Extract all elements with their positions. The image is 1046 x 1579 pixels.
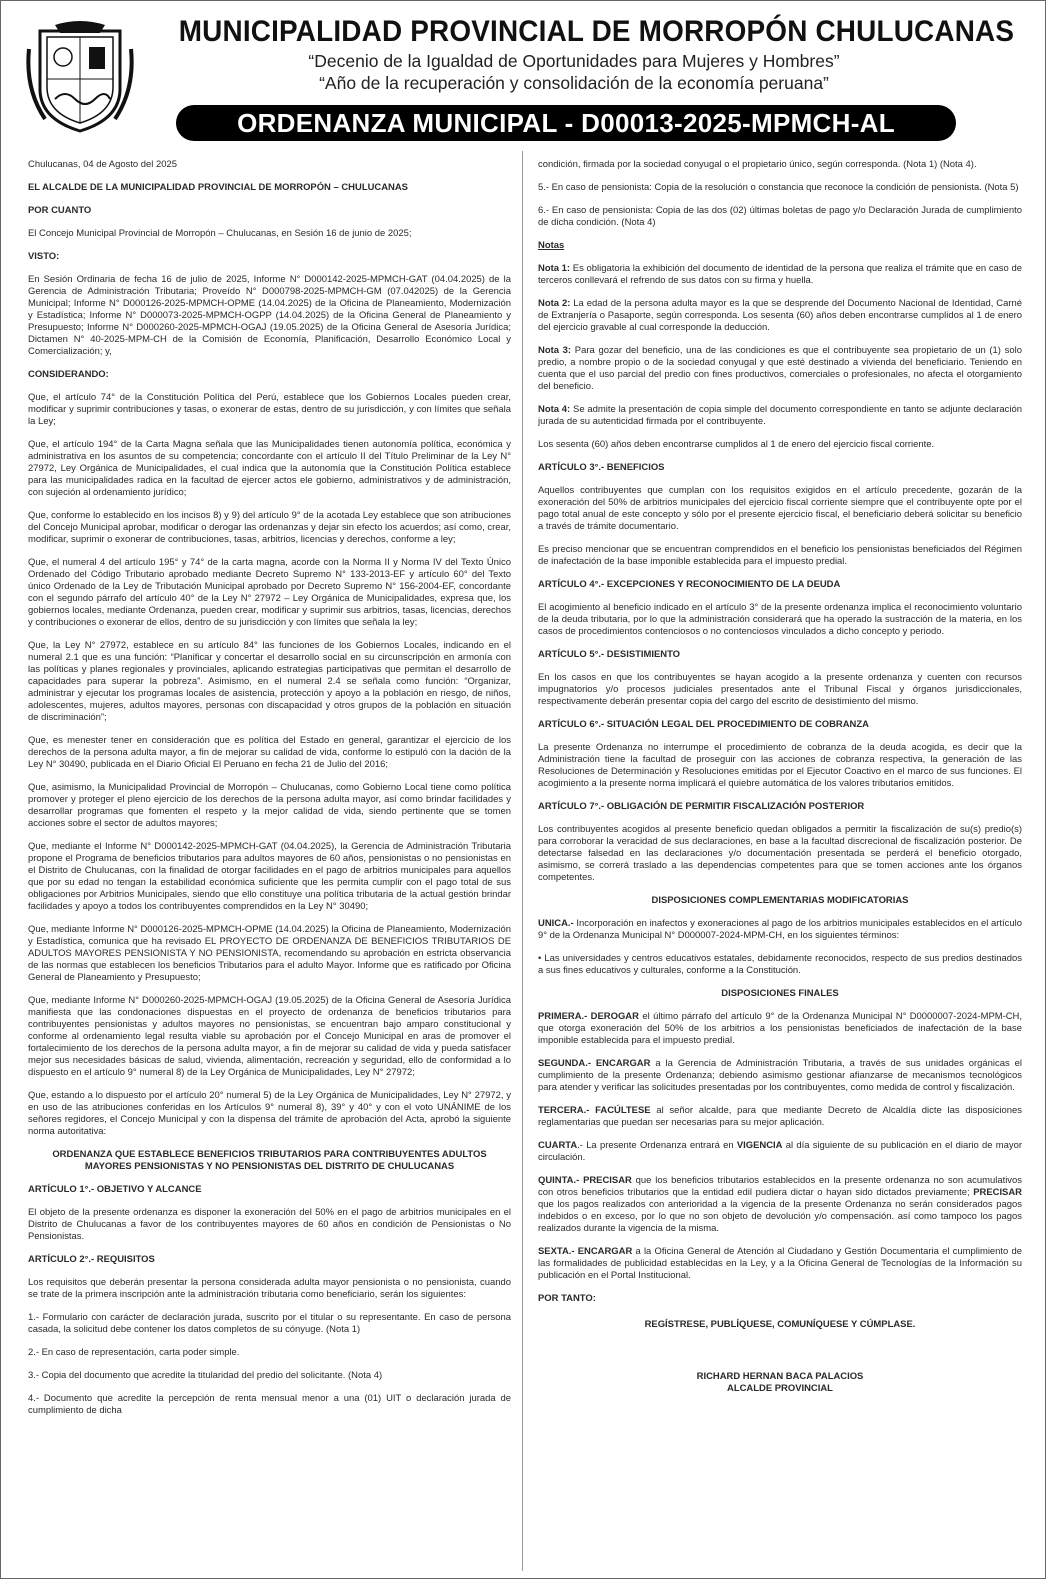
signer-title: ALCALDE PROVINCIAL	[727, 1383, 833, 1394]
provision-label: PRIMERA.- DEROGAR	[538, 1011, 639, 1022]
signer-name: RICHARD HERNAN BACA PALACIOS	[696, 1371, 864, 1382]
considerando-paragraph: Que, mediante Informe N° D000126-2025-MPMCH-OPME (14.04.2025) la Oficina de Planeamiento, Modernización y Estadística, comunica que ha revisado EL PROYECTO DE ORDENANZA DE BENEFICIOS TRIBUTARIOS DE ADULTOS MAYORES PENSIONISTA Y NO PENSIONISTA, recomendando su aprobación en estricta observancia de las normas que establecen los beneficios Tributarios para el adulto Mayor. Informe que es ratificado por Oficina General de Planeamiento y Presupuesto;	[28, 924, 511, 983]
note-label: Nota 1:	[538, 263, 571, 274]
article-2-text: Los requisitos que deberán presentar la persona considerada adulta mayor pensionista o no pensionista, cuando se trate de la primera inscripción ante la administración tributaria como beneficiario, serán los siguientes:	[28, 1277, 511, 1300]
considerando-paragraph: Que, estando a lo dispuesto por el artículo 20° numeral 5) de la Ley Orgánica de Municipalidades, Ley N° 27972, y en uso de las atribuciones conferidas en los Artículos 9° numeral 8), 39° y 40° y con el voto UNÁNIME de los señores regidores, el Concejo Municipal y con la dispensa del trámite de aprobación del Acta, aprobó la siguiente norma autoritativa:	[28, 1090, 511, 1137]
considerando-paragraph: Que, mediante el Informe N° D000142-2025-MPMCH-GAT (04.04.2025), la Gerencia de Administración Tributaria propone el Programa de beneficios tributarios para adultos mayores de 60 años, pensionistas o no pensionistas en el Distrito de Chulucanas, con la finalidad de otorgar facilidades en el pago de arbitrios municipales para aquellos que por su edad no tengan la estabilidad económica suficiente que les permita cumplir con el pago total de sus obligaciones por Arbitrios Municipales, siendo que ello constituye una política tributaria de la actual gestión brindar facilidades y apoyo a todos los contribuyentes comprendidos en la Ley N° 30490;	[28, 841, 511, 912]
note-text: La edad de la persona adulta mayor es la que se desprende del Documento Nacional de Identidad, Carné de Extranjería o Pasaporte, según corresponda. Los sesenta (60) años deben encontrarse cumplidos al 1 de enero del ejercicio gravable al cual corresponde la deducción.	[538, 298, 1022, 333]
provision-label: SEGUNDA.- ENCARGAR	[538, 1058, 651, 1069]
note-label: Nota 4:	[538, 404, 571, 415]
por-tanto-heading: POR TANTO:	[538, 1293, 596, 1304]
provision-text: al día siguiente de su publicación en el diario de mayor circulación.	[538, 1140, 1022, 1163]
provision-label: TERCERA.- FACÚLTESE	[538, 1105, 651, 1116]
article-3-heading: ARTÍCULO 3°.- BENEFICIOS	[538, 462, 665, 473]
requirement-item: 1.- Formulario con carácter de declaración jurada, suscrito por el titular o su representante. En caso de persona casada, la solicitud debe contener los datos completos de su cónyuge. (Nota 1)	[28, 1312, 511, 1335]
municipal-seal-logo	[25, 19, 135, 134]
concejo-paragraph: El Concejo Municipal Provincial de Morropón – Chulucanas, en Sesión 16 de junio de 2025;	[28, 228, 412, 239]
alcalde-line: EL ALCALDE DE LA MUNICIPALIDAD PROVINCIAL DE MORROPÓN – CHULUCANAS	[28, 182, 408, 193]
article-7-text: Los contribuyentes acogidos al presente beneficio quedan obligados a permitir la fiscalización de su(s) predio(s) para corroborar la veracidad de sus declaraciones, en base a la facultad discrecional de fiscalización posterior. De detectarse falsedad en las declaraciones y/o documentación presentada se perderá el beneficio otorgado, asimismo, se correrá traslado a las dependencias competentes para que se tomen acciones ante los órganos competentes.	[538, 824, 1022, 883]
article-4-text: El acogimiento al beneficio indicado en el artículo 3° de la presente ordenanza implica el reconocimiento voluntario de la deuda tributaria, por lo que la administración considerará que ha operado la sustracción de la materia, en los casos de procedimientos contenciosos o no contenciosos vinculados a dicho concepto y periodo.	[538, 602, 1022, 637]
article-7-heading: ARTÍCULO 7°.- OBLIGACIÓN DE PERMITIR FISCALIZACIÓN POSTERIOR	[538, 801, 865, 812]
article-1-heading: ARTÍCULO 1°.- OBJETIVO Y ALCANCE	[28, 1184, 202, 1195]
considerando-paragraph: Que, mediante Informe N° D000260-2025-MPMCH-OGAJ (19.05.2025) de la Oficina General de Asesoría Jurídica manifiesta que las condonaciones dispuestas en el proyecto de ordenanza de beneficios tributarios para contribuyentes pensionistas y adultos mayores no pensionistas, se encuentran bajo amparo constitucional y conforme al ordenamiento legal resulta viable su aprobación por el Concejo Municipal en aras de promover el fortalecimiento de los derechos de la persona adulta mayor, a fin de mejorar su calidad de vida y pueda satisfacer mejor sus necesidades básicas de salud, vivienda, alimentación, recreación y seguridad, ello de conformidad a lo dispuesto en el artículo 9° numeral 8) de la Ley Orgánica de Municipalidades, Ley N° 27972;	[28, 995, 511, 1078]
provision-text: que los pagos realizados con anterioridad a la vigencia de la presente Ordenanza no serán considerados pagos indebidos o en exceso, por lo que no son objeto de devolución y/o compensación. así como tampoco los pagos realizados durante la vigencia de la misma.	[538, 1199, 1022, 1234]
date-line: Chulucanas, 04 de Agosto del 2025	[28, 159, 178, 170]
column-divider	[522, 151, 523, 1571]
ordinance-title: ORDENANZA QUE ESTABLECE BENEFICIOS TRIBUTARIOS PARA CONTRIBUYENTES ADULTOS MAYORES PENSIONISTAS Y NO PENSIONISTAS DEL DISTRITO DE CHULUCANAS	[52, 1149, 487, 1172]
provision-text: a la Oficina General de Atención al Ciudadano y Gestión Documentaria el cumplimiento de las formalidades de publicidad establecidas en la Ley, y a la Oficina General de Tecnologías de la Información su publicación en el Portal Institucional.	[538, 1246, 1022, 1281]
note-3	[538, 345, 1022, 393]
tercera-provision	[538, 1105, 1022, 1129]
article-3-text: Aquellos contribuyentes que cumplan con los requisitos exigidos en el artículo precedente, gozarán de la exoneración del 50% de arbitrios municipales del ejercicio fiscal corriente siempre que el contribuyente opte por el pago total anual de este concepto y sólo por el presente ejercicio fiscal, el beneficiario deberá solicitar su beneficio a través de trámite documentario.	[538, 485, 1022, 532]
unica-provision	[538, 918, 1022, 942]
provision-label: CUARTA	[538, 1140, 578, 1151]
provision-keyword: PRECISAR	[973, 1187, 1022, 1198]
ordinance-banner: ORDENANZA MUNICIPAL - D00013-2025-MPMCH-AL	[176, 105, 956, 141]
page-title: MUNICIPALIDAD PROVINCIAL DE MORROPÓN CHULUCANAS	[178, 15, 1015, 48]
bullet-item: • Las universidades y centros educativos estatales, debidamente reconocidos, respecto de sus predios destinados a sus fines educativos y culturales, conforme a la Constitución.	[538, 953, 1022, 976]
note-label: Nota 2:	[538, 298, 571, 309]
visto-paragraph: En Sesión Ordinaria de fecha 16 de julio de 2025, Informe N° D000142-2025-MPMCH-GAT (04.04.2025) de la Gerencia de Administración Tributaria; Proveído N° D000798-2025-MPMCH-GM (07.042025) de la Gerencia Municipal; Informe N° D000126-2025-MPMCH-OPME (14.04.2025) de la Oficina de Planeamiento, Modernización y Estadística; Informe N° D000073-2025-MPMCH-OGPP (14.04.2025) de la Oficina General de Planeamiento y Presupuesto; Informe N° D000260-2025-MPMCH-OGAJ (19.05.2025) de la Oficina General de Asesoría Jurídica; Dictamen N° 40-2025-MPM-CH de la Comisión de Economía, Planificación, Desarrollo Económico Local y Comercialización; y,	[28, 274, 511, 357]
considerando-paragraph: Que, es menester tener en consideración que es política del Estado en general, garantizar el ejercicio de los derechos de la persona adulta mayor, a fin de mejorar su calidad de vida, conforme lo estipuló con la dación de la Ley N° 30490, publicada en el Diario Oficial El Peruano en fecha 21 de Julio del 2016;	[28, 735, 511, 770]
complementary-provisions-heading: DISPOSICIONES COMPLEMENTARIAS MODIFICATORIAS	[651, 895, 909, 906]
note-label: Nota 3:	[538, 345, 572, 356]
primera-provision	[538, 1011, 1022, 1047]
right-column	[538, 159, 1022, 1575]
provision-label: SEXTA.- ENCARGAR	[538, 1246, 633, 1257]
provision-label: QUINTA.- PRECISAR	[538, 1175, 632, 1186]
final-provisions-heading: DISPOSICIONES FINALES	[721, 988, 839, 999]
motto-line-1: “Decenio de la Igualdad de Oportunidades para Mujeres y Hombres”	[308, 51, 840, 71]
segunda-provision	[538, 1058, 1022, 1094]
motto-line-2: “Año de la recuperación y consolidación de la economía peruana”	[319, 73, 829, 93]
requirement-item-continued: condición, firmada por la sociedad conyugal o el propietario único, según corresponda. (Nota 1) (Nota 4).	[538, 159, 977, 170]
requirement-item: 4.- Documento que acredite la percepción de renta mensual menor a una (01) UIT o declaración jurada de cumplimiento de dicha	[28, 1393, 511, 1416]
note-1	[538, 263, 1022, 287]
article-3-text: Es preciso mencionar que se encuentran comprendidos en el beneficio los pensionistas beneficiados del Régimen de inafectación de la base imponible establecida para el impuesto predial.	[538, 544, 1022, 567]
considerando-paragraph: Que, conforme lo establecido en los incisos 8) y 9) del artículo 9° de la acotada Ley establece que son atribuciones del Concejo Municipal aprobar, modificar o derogar las ordenanzas y dejar sin efecto los acuerdos; así como, crear, modificar, suprimir o exonerar de contribuciones, tasas, arbitrios, licencias y derechos, conforme a ley;	[28, 510, 511, 545]
note-4	[538, 404, 1022, 428]
provision-text: que los beneficios tributarios establecidos en la presente ordenanza no son acumulativos con otros beneficios tributarios que la entidad edil pudiera dictar o hayan sido dictados previamente;	[538, 1175, 1022, 1198]
left-column	[28, 159, 511, 1575]
note-text: Es obligatoria la exhibición del documento de identidad de la persona que realiza el trámite que en caso de terceros conllevará el refrendo de sus datos con su firma y huella.	[538, 263, 1022, 286]
note-text: Se admite la presentación de copia simple del documento correspondiente en tanto se adjunte declaración jurada de su autenticidad firmada por el contribuyente.	[538, 404, 1022, 427]
requirement-item: 3.- Copia del documento que acredite la titularidad del predio del solicitante. (Nota 4)	[28, 1370, 383, 1381]
considerando-heading: CONSIDERANDO:	[28, 369, 109, 380]
provision-text: el último párrafo del artículo 9° de la Ordenanza Municipal N° D0000007-2024-MPM-CH, que otorga exoneración del 50% de los arbitrios a los pensionistas beneficiados de inafectación de la base imponible establecida para el impuesto predial.	[538, 1011, 1022, 1046]
registrese-line: REGÍSTRESE, PUBLÍQUESE, COMUNÍQUESE Y CÚMPLASE.	[644, 1319, 916, 1330]
requirement-item: 5.- En caso de pensionista: Copia de la resolución o constancia que reconoce la condición de pensionista. (Nota 5)	[538, 182, 1019, 193]
note-text: Para gozar del beneficio, una de las condiciones es que el contribuyente sea propietario de un (1) solo predio, a nombre propio o de la sociedad conyugal y que esté destinado a vivienda del beneficiario. Teniendo en cuenta que el uso parcial del predio con fines productivos, comerciales o profesionales, no afecta el otorgamiento del beneficio.	[538, 345, 1022, 392]
cuarta-provision	[538, 1140, 1022, 1164]
provision-label: UNICA.-	[538, 918, 574, 929]
requirement-item: 6.- En caso de pensionista: Copia de las dos (02) últimas boletas de pago y/o Declaración Jurada de cumplimiento de dicha condición. (Nota 4)	[538, 205, 1022, 228]
notas-heading: Notas	[538, 240, 565, 251]
provision-text: Incorporación en inafectos y exoneraciones al pago de los arbitrios municipales establecidos en el artículo 9° de la Ordenanza Municipal N° D000007-2024-MPM-CH, en los siguientes términos:	[538, 918, 1022, 941]
article-1-text: El objeto de la presente ordenanza es disponer la exoneración del 50% en el pago de arbitrios municipales en el Distrito de Chulucanas a favor de los contribuyentes mayores de 60 años en condición de Pensionistas o No Pensionistas.	[28, 1207, 511, 1242]
por-cuanto-heading: POR CUANTO	[28, 205, 92, 216]
article-4-heading: ARTÍCULO 4°.- EXCEPCIONES Y RECONOCIMIENTO DE LA DEUDA	[538, 579, 841, 590]
quinta-provision	[538, 1175, 1022, 1235]
sexta-provision	[538, 1246, 1022, 1282]
considerando-paragraph: Que, asimismo, la Municipalidad Provincial de Morropón – Chulucanas, como Gobierno Local tiene como política promover y proteger el pleno ejercicio de los derechos de la persona adulta mayor, así como brindar facilidades y desarrollar programas que fomenten el respeto y la mejor calidad de vida, siendo pertinente que se tomen acciones sobre el sector de adultos mayores;	[28, 782, 511, 829]
requirement-item: 2.- En caso de representación, carta poder simple.	[28, 1347, 240, 1358]
article-2-heading: ARTÍCULO 2°.- REQUISITOS	[28, 1254, 155, 1265]
article-6-text: La presente Ordenanza no interrumpe el procedimiento de cobranza de la deuda acogida, es decir que la Administración tiene la facultad de proseguir con las acciones de cobranza respectiva, la generación de las Resoluciones de Determinación y Resoluciones emitidas por el Ejecutor Coactivo en el marco de sus funciones. El acogimiento a la presente norma implicará el quiebre automática de los valores tributarios emitidos.	[538, 742, 1022, 789]
provision-text: .- La presente Ordenanza entrará en	[577, 1140, 737, 1151]
provision-text: al señor alcalde, para que mediante Decreto de Alcaldía dicte las disposiciones reglamentarias que puedan ser necesarias para su mejor aplicación.	[538, 1105, 1022, 1128]
considerando-paragraph: Que, el numeral 4 del artículo 195° y 74° de la carta magna, acorde con la Norma II y Norma IV del Texto Único Ordenado del Código Tributario aprobado mediante Decreto Supremo N° 133-2013-EF y artículo 60° del Texto único Ordenado de la Ley de Tributación Municipal aprobado por Decreto Supremo N° 156-2004-EF, concordante con el segundo párrafo del artículo 40° de la Ley N° 27972 – Ley Orgánica de Municipalidades, expresa que, los gobiernos locales, mediante Ordenanza, pueden crear, modificar y suprimir sus arbitrios, tasas, licencias, derechos y contribuciones o exonerar de ellos, dentro de su jurisdicción y con límites que señala la ley;	[28, 557, 511, 628]
note-2	[538, 298, 1022, 334]
considerando-paragraph: Que, el artículo 194° de la Carta Magna señala que las Municipalidades tienen autonomía política, económica y administrativa en los asuntos de su competencia; concordante con el artículo II del Título Preliminar de la Ley N° 27972, Ley Orgánica de Municipalidades, el cual indica que la autonomía que la Constitución Política establece para las municipalidades radica en la facultad de ejercer actos ele gobierno, administrativos y de administración, con sujeción al ordenamiento jurídico;	[28, 439, 511, 498]
provision-text: a la Gerencia de Administración Tributaria, a través de sus unidades orgánicas el cumplimiento de la presente Ordenanza; debiendo asimismo gestionar afianzarse de mecanismos tecnológicos para atender y verificar las solicitudes presentadas por los contribuyentes, como medida de control y fiscalización.	[538, 1058, 1022, 1093]
article-6-heading: ARTÍCULO 6°.- SITUACIÓN LEGAL DEL PROCEDIMIENTO DE COBRANZA	[538, 719, 869, 730]
considerando-paragraph: Que, la Ley N° 27972, establece en su artículo 84° las funciones de los Gobiernos Locales, indicando en el numeral 2.1 que es una función: “Planificar y concertar el desarrollo social en su circunscripción en armonía con las políticas y planes regionales y provinciales, aplicando estrategias participativas que permitan el desarrollo de capacidades para superar la pobreza”. Asimismo, en el numeral 2.4 se señala como función: “Organizar, administrar y ejecutar los programas locales de asistencia, protección y apoyo a la población en riesgo, de niños, adolescentes, mujeres, adultos mayores, personas con discapacidad y otros grupos de la población en situación de discriminación”;	[28, 640, 511, 723]
article-5-heading: ARTÍCULO 5°.- DESISTIMIENTO	[538, 649, 681, 660]
note-extra: Los sesenta (60) años deben encontrarse cumplidos al 1 de enero del ejercicio fiscal corriente.	[538, 439, 935, 450]
provision-keyword: VIGENCIA	[736, 1140, 783, 1151]
considerando-paragraph: Que, el artículo 74° de la Constitución Política del Perú, establece que los Gobiernos Locales pueden crear, modificar y suprimir contribuciones y tasas, o exonerar de estas, dentro de su jurisdicción, y con límites que señala la Ley;	[28, 392, 511, 427]
visto-heading: VISTO:	[28, 251, 60, 262]
article-5-text: En los casos en que los contribuyentes se hayan acogido a la presente ordenanza y cuenten con recursos impugnatorios y/o procesos judiciales presentados ante el Tribunal Fiscal y órganos jurisdiccionales, respectivamente deberán presentar copia del cargo del escrito de desistimiento del mismo.	[538, 672, 1022, 707]
